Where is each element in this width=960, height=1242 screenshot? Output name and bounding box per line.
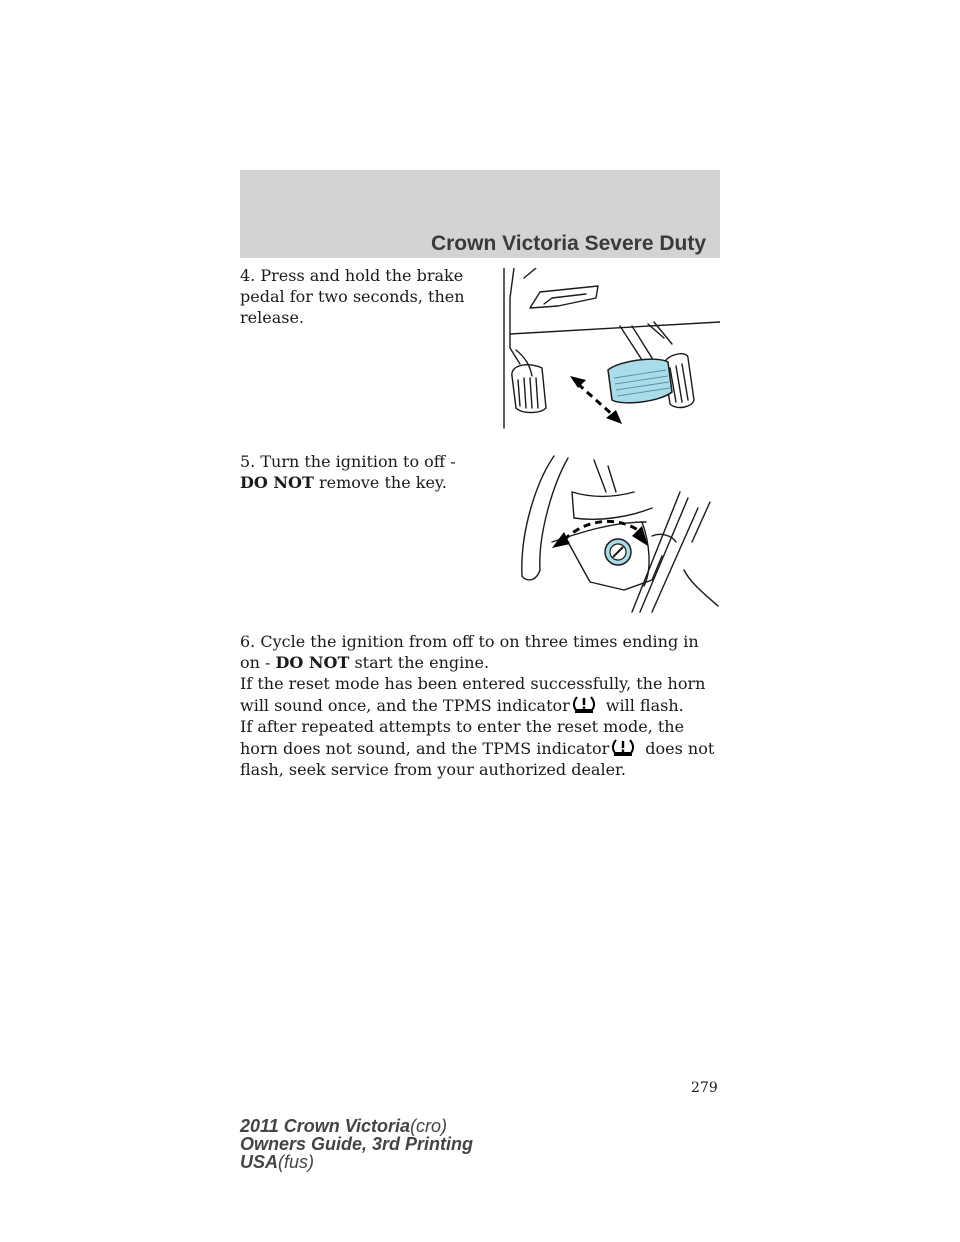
step-5-text bbox=[240, 451, 480, 493]
section-title: Crown Victoria Severe Duty bbox=[430, 232, 706, 255]
step-6-warning: DO NOT bbox=[275, 653, 350, 672]
failure-text-before: If after repeated attempts to enter the reset mode, the horn does not sound, and the TPMS indicator bbox=[240, 717, 685, 758]
tpms-warning-icon bbox=[611, 737, 635, 757]
step-6-prefix: 6. Cycle the ignition from off to on three times ending in on - bbox=[240, 632, 699, 672]
step-5-suffix: remove the key. bbox=[313, 473, 447, 492]
footer-edition: Owners Guide, 3rd Printing bbox=[240, 1134, 474, 1154]
step-5-warning: DO NOT bbox=[240, 473, 314, 492]
step-5-prefix: 5. Turn the ignition to off - bbox=[240, 452, 456, 471]
footer-market-code: (fus) bbox=[278, 1152, 315, 1172]
footer-line-1 bbox=[240, 1117, 473, 1135]
footer-line-3 bbox=[240, 1153, 473, 1171]
failure-text-after: does not flash, seek service from your authorized dealer. bbox=[240, 739, 715, 779]
step-6-text bbox=[240, 631, 720, 673]
footer-market: USA bbox=[240, 1152, 279, 1172]
footer-line-2 bbox=[240, 1135, 473, 1153]
brake-pedal-illustration bbox=[500, 268, 720, 430]
reset-failure-note bbox=[240, 716, 720, 780]
success-text-after: will flash. bbox=[605, 696, 684, 715]
success-text-before: If the reset mode has been entered successfully, the horn will sound once, and the TPMS indicator bbox=[240, 674, 706, 715]
step-6-suffix: start the engine. bbox=[349, 653, 490, 672]
footer-model-code: (cro) bbox=[410, 1116, 448, 1136]
step-4-text: 4. Press and hold the brake pedal for two seconds, then release. bbox=[240, 266, 465, 327]
document-footer bbox=[240, 1117, 473, 1171]
ignition-key-illustration bbox=[512, 452, 720, 614]
tpms-warning-icon bbox=[572, 694, 596, 714]
footer-model: 2011 Crown Victoria bbox=[240, 1116, 411, 1136]
reset-success-note bbox=[240, 673, 720, 716]
page-number: 279 bbox=[691, 1080, 718, 1096]
section-header-band bbox=[240, 170, 720, 258]
